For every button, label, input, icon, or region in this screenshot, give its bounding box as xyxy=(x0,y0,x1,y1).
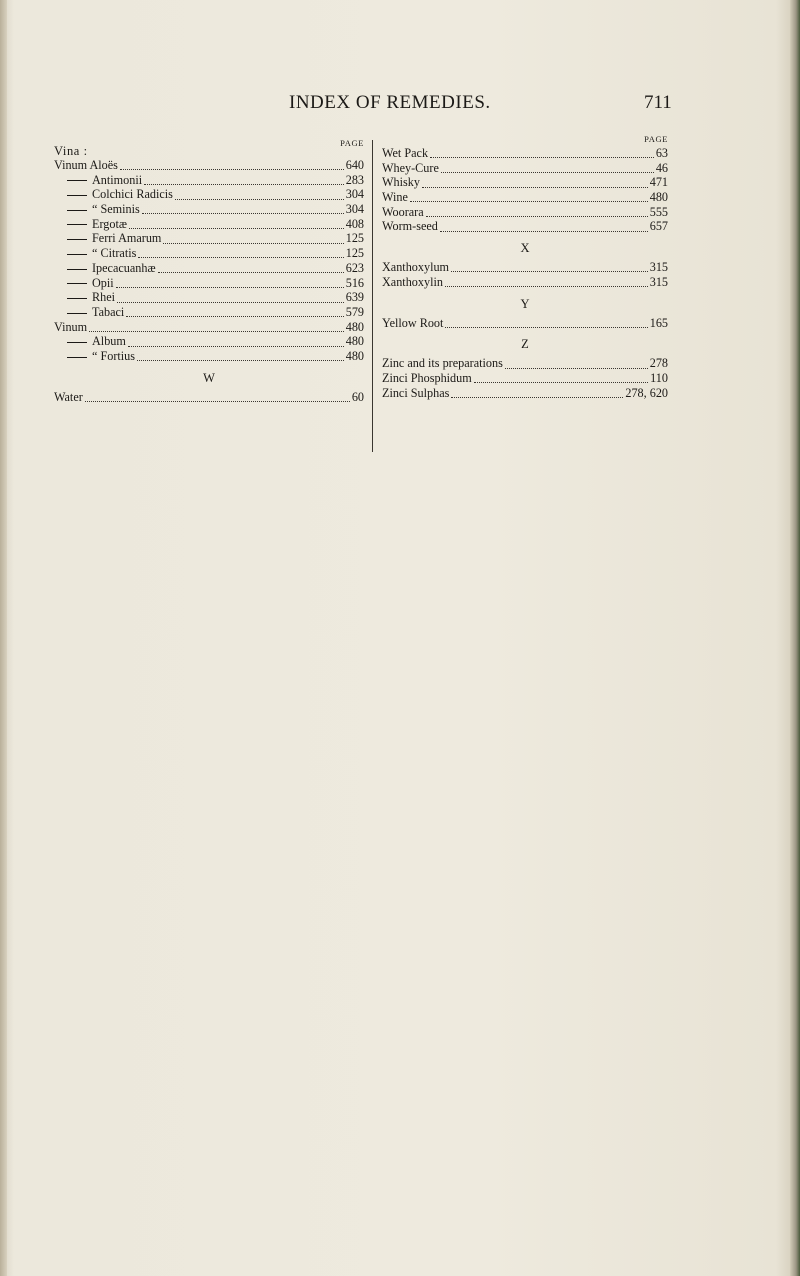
leader-dots xyxy=(441,163,654,173)
entry-label: Vinum Aloës xyxy=(54,158,118,172)
entry-page: 555 xyxy=(649,204,668,219)
page-number: 711 xyxy=(644,92,672,113)
entry-label: “ Citratis xyxy=(54,246,136,261)
leader-dots xyxy=(445,318,647,328)
entry-label: Zinc and its preparations xyxy=(382,356,503,371)
section-letter-x: X xyxy=(520,241,530,256)
leader-dots xyxy=(85,392,350,402)
entry-page: 480 xyxy=(649,190,668,205)
entry-page: 304 xyxy=(345,187,364,202)
entry-page: 125 xyxy=(345,246,364,261)
section-letter-y: Y xyxy=(520,296,530,311)
entry-label: Opii xyxy=(54,276,114,291)
index-entry xyxy=(382,386,668,401)
index-entry xyxy=(382,371,668,386)
index-entry xyxy=(382,316,668,331)
leader-dots xyxy=(137,351,344,361)
section-letter-z: Z xyxy=(521,337,529,352)
leader-dots xyxy=(89,322,344,332)
entry-page: 46 xyxy=(655,160,668,175)
index-column-left xyxy=(54,138,364,404)
entry-page: 516 xyxy=(345,275,364,290)
index-subentry xyxy=(54,231,364,246)
index-entry xyxy=(382,205,668,220)
section-letter-w: W xyxy=(203,370,215,385)
entry-label: Xanthoxylin xyxy=(382,274,443,289)
entry-label: Ipecacuanhæ xyxy=(54,261,156,276)
entry-page: 60 xyxy=(351,389,364,404)
index-subentry xyxy=(54,305,364,320)
index-entry xyxy=(382,146,668,161)
index-subentry xyxy=(54,246,364,261)
entry-page: 657 xyxy=(649,219,668,234)
entry-label: Yellow Root xyxy=(382,315,444,330)
entry-label: Colchici Radicis xyxy=(54,187,173,202)
index-subentry xyxy=(54,202,364,217)
leader-dots xyxy=(116,278,344,288)
entry-page: 480 xyxy=(345,348,364,363)
leader-dots xyxy=(410,192,648,202)
leader-dots xyxy=(175,190,344,200)
leader-dots xyxy=(451,388,623,398)
entry-label: Vinum xyxy=(54,319,88,334)
entry-page: 315 xyxy=(649,260,668,275)
entry-label: “ Seminis xyxy=(54,202,140,217)
leader-dots xyxy=(474,373,648,383)
entry-label: “ Fortius xyxy=(54,349,135,364)
index-entry xyxy=(382,356,668,371)
leader-dots xyxy=(138,248,343,258)
entry-page: 278, 620 xyxy=(625,385,668,400)
leader-dots xyxy=(144,175,344,185)
entry-label: Ferri Amarum xyxy=(54,231,161,246)
index-entry xyxy=(54,320,364,335)
page-column-label: PAGE xyxy=(644,134,668,144)
index-subentry xyxy=(54,290,364,305)
entry-label: Antimonii xyxy=(54,173,142,188)
index-entry xyxy=(382,260,668,275)
column-divider xyxy=(372,140,373,452)
index-entry xyxy=(382,219,668,234)
entry-page: 165 xyxy=(649,315,668,330)
index-entry xyxy=(54,158,364,173)
entry-page: 304 xyxy=(345,202,364,217)
entry-page: 283 xyxy=(345,172,364,187)
leader-dots xyxy=(126,307,343,317)
leader-dots xyxy=(440,222,648,232)
entry-page: 471 xyxy=(649,175,668,190)
entry-page: 480 xyxy=(345,334,364,349)
leader-dots xyxy=(117,293,344,303)
page-left-edge xyxy=(0,0,7,1276)
group-heading: Vina : xyxy=(54,144,88,158)
entry-label: Album xyxy=(54,334,126,349)
leader-dots xyxy=(445,277,648,287)
index-entry xyxy=(382,175,668,190)
leader-dots xyxy=(422,178,648,188)
entry-page: 63 xyxy=(655,146,668,160)
index-entry xyxy=(382,161,668,176)
entry-page: 480 xyxy=(345,319,364,334)
entry-label: Wine xyxy=(382,190,408,205)
leader-dots xyxy=(128,337,344,347)
entry-page: 408 xyxy=(345,216,364,231)
entry-label: Woorara xyxy=(382,204,424,219)
entry-label: Whisky xyxy=(382,175,420,190)
leader-dots xyxy=(430,148,654,158)
entry-page: 315 xyxy=(649,274,668,289)
leader-dots xyxy=(129,219,344,229)
entry-label: Tabaci xyxy=(54,305,124,320)
index-subentry xyxy=(54,187,364,202)
entry-label: Ergotæ xyxy=(54,217,127,232)
leader-dots xyxy=(163,234,343,244)
index-subentry xyxy=(54,334,364,349)
index-entry xyxy=(382,275,668,290)
entry-page: 110 xyxy=(650,370,668,385)
entry-page: 278 xyxy=(649,356,668,371)
index-subentry xyxy=(54,173,364,188)
entry-page: 579 xyxy=(345,304,364,319)
entry-label: Rhei xyxy=(54,290,115,305)
leader-dots xyxy=(426,207,648,217)
entry-label: Water xyxy=(54,389,83,404)
page-right-edge xyxy=(790,0,800,1276)
leader-dots xyxy=(142,204,344,214)
entry-page: 125 xyxy=(345,231,364,246)
running-title: INDEX OF REMEDIES. xyxy=(289,92,491,113)
leader-dots xyxy=(120,160,344,170)
entry-label: Worm-seed xyxy=(382,219,438,234)
entry-page: 639 xyxy=(345,290,364,305)
index-entry xyxy=(54,390,364,405)
entry-label: Whey-Cure xyxy=(382,160,439,175)
index-subentry xyxy=(54,349,364,364)
index-subentry xyxy=(54,217,364,232)
entry-page: 623 xyxy=(345,260,364,275)
leader-dots xyxy=(505,359,648,369)
entry-label: Xanthoxylum xyxy=(382,260,450,275)
page-header xyxy=(0,92,800,120)
leader-dots xyxy=(451,262,648,272)
entry-page: 640 xyxy=(345,158,364,172)
index-subentry xyxy=(54,276,364,291)
index-column-right xyxy=(382,134,668,400)
page-column-label: PAGE xyxy=(340,138,364,148)
index-entry xyxy=(382,190,668,205)
leader-dots xyxy=(158,263,344,273)
entry-label: Wet Pack xyxy=(382,146,429,160)
index-subentry xyxy=(54,261,364,276)
entry-label: Zinci Sulphas xyxy=(382,385,450,400)
entry-label: Zinci Phosphidum xyxy=(382,370,472,385)
